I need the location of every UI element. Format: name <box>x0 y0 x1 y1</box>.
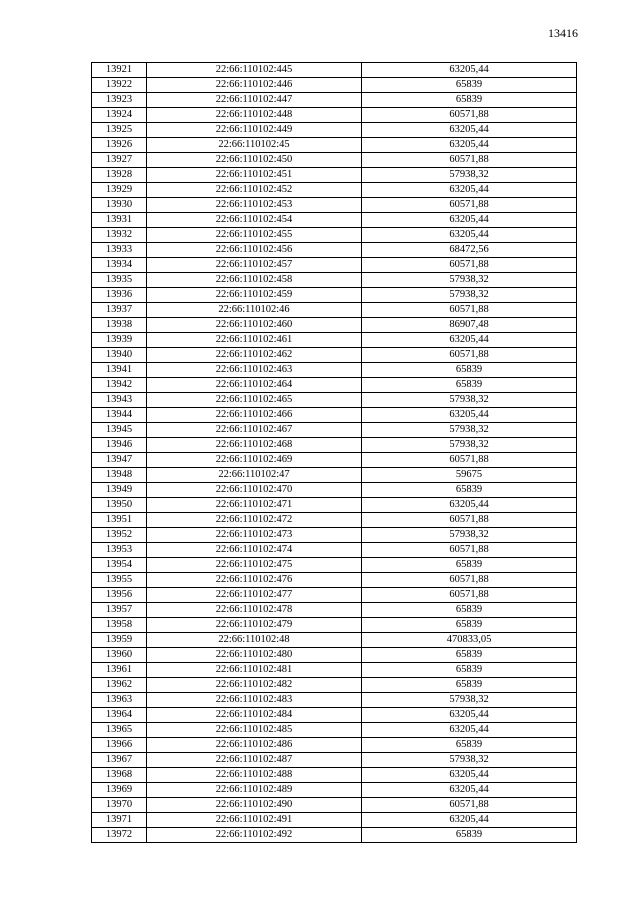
table-row <box>92 333 577 348</box>
value-cell: 57938,32 <box>362 423 577 438</box>
table-row <box>92 123 577 138</box>
value-cell: 63205,44 <box>362 333 577 348</box>
value-cell: 60571,88 <box>362 513 577 528</box>
row-number-cell: 13937 <box>92 303 147 318</box>
table-row <box>92 438 577 453</box>
row-number-cell: 13968 <box>92 768 147 783</box>
row-number-cell: 13931 <box>92 213 147 228</box>
cadastral-number-cell: 22:66:110102:480 <box>147 648 362 663</box>
table-row <box>92 498 577 513</box>
row-number-cell: 13936 <box>92 288 147 303</box>
table-row <box>92 468 577 483</box>
table-row <box>92 543 577 558</box>
cadastral-number-cell: 22:66:110102:473 <box>147 528 362 543</box>
table-row <box>92 663 577 678</box>
value-cell: 65839 <box>362 558 577 573</box>
value-cell: 57938,32 <box>362 438 577 453</box>
table-row <box>92 63 577 78</box>
table-row <box>92 273 577 288</box>
row-number-cell: 13970 <box>92 798 147 813</box>
row-number-cell: 13951 <box>92 513 147 528</box>
table-row <box>92 288 577 303</box>
table-row <box>92 603 577 618</box>
table-row <box>92 693 577 708</box>
table-row <box>92 528 577 543</box>
value-cell: 57938,32 <box>362 273 577 288</box>
table-row <box>92 138 577 153</box>
table-row <box>92 378 577 393</box>
row-number-cell: 13940 <box>92 348 147 363</box>
cadastral-number-cell: 22:66:110102:468 <box>147 438 362 453</box>
value-cell: 63205,44 <box>362 783 577 798</box>
value-cell: 63205,44 <box>362 813 577 828</box>
cadastral-number-cell: 22:66:110102:461 <box>147 333 362 348</box>
cadastral-number-cell: 22:66:110102:455 <box>147 228 362 243</box>
row-number-cell: 13950 <box>92 498 147 513</box>
row-number-cell: 13922 <box>92 78 147 93</box>
table-row <box>92 108 577 123</box>
row-number-cell: 13929 <box>92 183 147 198</box>
cadastral-number-cell: 22:66:110102:447 <box>147 93 362 108</box>
table-row <box>92 573 577 588</box>
value-cell: 63205,44 <box>362 63 577 78</box>
value-cell: 65839 <box>362 363 577 378</box>
value-cell: 63205,44 <box>362 708 577 723</box>
table-row <box>92 78 577 93</box>
table-row <box>92 828 577 843</box>
table-row <box>92 198 577 213</box>
table-row <box>92 798 577 813</box>
table-body <box>92 63 577 843</box>
value-cell: 86907,48 <box>362 318 577 333</box>
row-number-cell: 13965 <box>92 723 147 738</box>
table-row <box>92 318 577 333</box>
table-row <box>92 813 577 828</box>
data-table-container <box>91 62 576 843</box>
value-cell: 65839 <box>362 78 577 93</box>
row-number-cell: 13972 <box>92 828 147 843</box>
cadastral-number-cell: 22:66:110102:478 <box>147 603 362 618</box>
table-row <box>92 168 577 183</box>
cadastral-number-cell: 22:66:110102:448 <box>147 108 362 123</box>
table-row <box>92 393 577 408</box>
cadastral-number-cell: 22:66:110102:446 <box>147 78 362 93</box>
cadastral-number-cell: 22:66:110102:491 <box>147 813 362 828</box>
cadastral-number-cell: 22:66:110102:46 <box>147 303 362 318</box>
row-number-cell: 13952 <box>92 528 147 543</box>
cadastral-number-cell: 22:66:110102:449 <box>147 123 362 138</box>
value-cell: 65839 <box>362 603 577 618</box>
value-cell: 65839 <box>362 663 577 678</box>
row-number-cell: 13957 <box>92 603 147 618</box>
cadastral-number-cell: 22:66:110102:467 <box>147 423 362 438</box>
cadastral-number-cell: 22:66:110102:477 <box>147 588 362 603</box>
row-number-cell: 13960 <box>92 648 147 663</box>
row-number-cell: 13969 <box>92 783 147 798</box>
row-number-cell: 13966 <box>92 738 147 753</box>
row-number-cell: 13953 <box>92 543 147 558</box>
table-row <box>92 243 577 258</box>
value-cell: 63205,44 <box>362 723 577 738</box>
page-number: 13416 <box>548 26 578 40</box>
row-number-cell: 13964 <box>92 708 147 723</box>
value-cell: 57938,32 <box>362 753 577 768</box>
cadastral-number-cell: 22:66:110102:490 <box>147 798 362 813</box>
value-cell: 63205,44 <box>362 213 577 228</box>
table-row <box>92 258 577 273</box>
row-number-cell: 13924 <box>92 108 147 123</box>
cadastral-number-cell: 22:66:110102:485 <box>147 723 362 738</box>
table-row <box>92 723 577 738</box>
cadastral-number-cell: 22:66:110102:475 <box>147 558 362 573</box>
value-cell: 57938,32 <box>362 168 577 183</box>
value-cell: 60571,88 <box>362 198 577 213</box>
cadastral-number-cell: 22:66:110102:456 <box>147 243 362 258</box>
table-row <box>92 648 577 663</box>
table-row <box>92 678 577 693</box>
value-cell: 65839 <box>362 828 577 843</box>
table-row <box>92 213 577 228</box>
row-number-cell: 13949 <box>92 483 147 498</box>
cadastral-number-cell: 22:66:110102:474 <box>147 543 362 558</box>
cadastral-number-cell: 22:66:110102:476 <box>147 573 362 588</box>
table-row <box>92 738 577 753</box>
cadastral-number-cell: 22:66:110102:48 <box>147 633 362 648</box>
cadastral-number-cell: 22:66:110102:472 <box>147 513 362 528</box>
value-cell: 57938,32 <box>362 528 577 543</box>
row-number-cell: 13967 <box>92 753 147 768</box>
row-number-cell: 13939 <box>92 333 147 348</box>
table-row <box>92 183 577 198</box>
row-number-cell: 13926 <box>92 138 147 153</box>
value-cell: 65839 <box>362 618 577 633</box>
row-number-cell: 13954 <box>92 558 147 573</box>
row-number-cell: 13938 <box>92 318 147 333</box>
table-row <box>92 408 577 423</box>
cadastral-number-cell: 22:66:110102:492 <box>147 828 362 843</box>
value-cell: 63205,44 <box>362 123 577 138</box>
row-number-cell: 13946 <box>92 438 147 453</box>
table-row <box>92 633 577 648</box>
cadastral-number-cell: 22:66:110102:454 <box>147 213 362 228</box>
table-row <box>92 558 577 573</box>
value-cell: 63205,44 <box>362 138 577 153</box>
value-cell: 65839 <box>362 483 577 498</box>
value-cell: 65839 <box>362 738 577 753</box>
row-number-cell: 13941 <box>92 363 147 378</box>
cadastral-number-cell: 22:66:110102:463 <box>147 363 362 378</box>
table-row <box>92 228 577 243</box>
value-cell: 60571,88 <box>362 573 577 588</box>
row-number-cell: 13943 <box>92 393 147 408</box>
value-cell: 68472,56 <box>362 243 577 258</box>
value-cell: 60571,88 <box>362 453 577 468</box>
value-cell: 470833,05 <box>362 633 577 648</box>
value-cell: 63205,44 <box>362 408 577 423</box>
value-cell: 65839 <box>362 648 577 663</box>
table-row <box>92 93 577 108</box>
value-cell: 60571,88 <box>362 543 577 558</box>
table-row <box>92 783 577 798</box>
cadastral-number-cell: 22:66:110102:464 <box>147 378 362 393</box>
value-cell: 57938,32 <box>362 393 577 408</box>
cadastral-number-cell: 22:66:110102:479 <box>147 618 362 633</box>
row-number-cell: 13961 <box>92 663 147 678</box>
table-row <box>92 153 577 168</box>
cadastral-number-cell: 22:66:110102:465 <box>147 393 362 408</box>
cadastral-number-cell: 22:66:110102:489 <box>147 783 362 798</box>
value-cell: 63205,44 <box>362 228 577 243</box>
cadastral-number-cell: 22:66:110102:470 <box>147 483 362 498</box>
cadastral-number-cell: 22:66:110102:466 <box>147 408 362 423</box>
cadastral-number-cell: 22:66:110102:486 <box>147 738 362 753</box>
table-row <box>92 768 577 783</box>
table-row <box>92 453 577 468</box>
value-cell: 57938,32 <box>362 288 577 303</box>
cadastral-value-table <box>91 62 577 843</box>
table-row <box>92 348 577 363</box>
row-number-cell: 13962 <box>92 678 147 693</box>
row-number-cell: 13927 <box>92 153 147 168</box>
cadastral-number-cell: 22:66:110102:452 <box>147 183 362 198</box>
table-row <box>92 588 577 603</box>
cadastral-number-cell: 22:66:110102:47 <box>147 468 362 483</box>
value-cell: 60571,88 <box>362 798 577 813</box>
row-number-cell: 13948 <box>92 468 147 483</box>
value-cell: 63205,44 <box>362 498 577 513</box>
cadastral-number-cell: 22:66:110102:458 <box>147 273 362 288</box>
cadastral-number-cell: 22:66:110102:451 <box>147 168 362 183</box>
cadastral-number-cell: 22:66:110102:482 <box>147 678 362 693</box>
value-cell: 65839 <box>362 93 577 108</box>
cadastral-number-cell: 22:66:110102:487 <box>147 753 362 768</box>
row-number-cell: 13956 <box>92 588 147 603</box>
row-number-cell: 13942 <box>92 378 147 393</box>
table-row <box>92 423 577 438</box>
row-number-cell: 13930 <box>92 198 147 213</box>
value-cell: 60571,88 <box>362 108 577 123</box>
value-cell: 59675 <box>362 468 577 483</box>
row-number-cell: 13947 <box>92 453 147 468</box>
value-cell: 60571,88 <box>362 588 577 603</box>
row-number-cell: 13959 <box>92 633 147 648</box>
table-row <box>92 483 577 498</box>
cadastral-number-cell: 22:66:110102:481 <box>147 663 362 678</box>
table-row <box>92 303 577 318</box>
row-number-cell: 13945 <box>92 423 147 438</box>
value-cell: 60571,88 <box>362 303 577 318</box>
table-row <box>92 513 577 528</box>
row-number-cell: 13963 <box>92 693 147 708</box>
value-cell: 60571,88 <box>362 153 577 168</box>
row-number-cell: 13923 <box>92 93 147 108</box>
cadastral-number-cell: 22:66:110102:45 <box>147 138 362 153</box>
row-number-cell: 13934 <box>92 258 147 273</box>
value-cell: 65839 <box>362 678 577 693</box>
cadastral-number-cell: 22:66:110102:484 <box>147 708 362 723</box>
value-cell: 57938,32 <box>362 693 577 708</box>
cadastral-number-cell: 22:66:110102:457 <box>147 258 362 273</box>
row-number-cell: 13921 <box>92 63 147 78</box>
cadastral-number-cell: 22:66:110102:460 <box>147 318 362 333</box>
value-cell: 63205,44 <box>362 768 577 783</box>
cadastral-number-cell: 22:66:110102:471 <box>147 498 362 513</box>
row-number-cell: 13971 <box>92 813 147 828</box>
cadastral-number-cell: 22:66:110102:450 <box>147 153 362 168</box>
table-row <box>92 363 577 378</box>
table-row <box>92 753 577 768</box>
cadastral-number-cell: 22:66:110102:445 <box>147 63 362 78</box>
table-row <box>92 618 577 633</box>
cadastral-number-cell: 22:66:110102:488 <box>147 768 362 783</box>
value-cell: 63205,44 <box>362 183 577 198</box>
row-number-cell: 13958 <box>92 618 147 633</box>
row-number-cell: 13944 <box>92 408 147 423</box>
row-number-cell: 13955 <box>92 573 147 588</box>
row-number-cell: 13932 <box>92 228 147 243</box>
cadastral-number-cell: 22:66:110102:483 <box>147 693 362 708</box>
row-number-cell: 13925 <box>92 123 147 138</box>
value-cell: 65839 <box>362 378 577 393</box>
cadastral-number-cell: 22:66:110102:459 <box>147 288 362 303</box>
row-number-cell: 13933 <box>92 243 147 258</box>
row-number-cell: 13935 <box>92 273 147 288</box>
cadastral-number-cell: 22:66:110102:453 <box>147 198 362 213</box>
cadastral-number-cell: 22:66:110102:462 <box>147 348 362 363</box>
row-number-cell: 13928 <box>92 168 147 183</box>
value-cell: 60571,88 <box>362 258 577 273</box>
cadastral-number-cell: 22:66:110102:469 <box>147 453 362 468</box>
table-row <box>92 708 577 723</box>
value-cell: 60571,88 <box>362 348 577 363</box>
